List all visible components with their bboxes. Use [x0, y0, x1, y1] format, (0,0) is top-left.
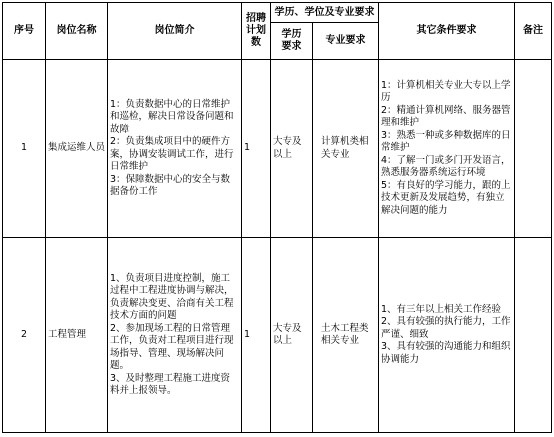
row-intro: [108, 238, 242, 433]
header-other: 其它条件要求: [379, 3, 515, 60]
row-other: [379, 60, 515, 238]
recruitment-table-container: [2, 2, 552, 433]
intro-line: 3、及时整理工程施工进度资料并上报领导。: [110, 372, 231, 396]
header-position: 岗位名称: [46, 3, 108, 60]
row-degree: 大专及以上: [271, 60, 313, 238]
header-seq: 序号: [3, 3, 46, 60]
other-line: 2、具有较强的执行能力，工作严谨、细致: [381, 316, 511, 340]
other-line: 3、具有较强的沟通能力和组织协调能力: [381, 341, 511, 365]
row-count: 1: [242, 60, 271, 238]
header-edu-group: 学历、学位及专业要求: [271, 3, 379, 23]
other-line: 5：有良好的学习能力，跟的上技术更新及发展趋势，有独立解决问题的能力: [381, 179, 511, 216]
row-count: 1: [242, 238, 271, 433]
table-row: [3, 238, 552, 433]
row-degree: 大专及以上: [271, 238, 313, 433]
row-seq: 1: [3, 60, 46, 238]
intro-line: 2、参加现场工程的日常管理工作，负责对工程项目进行现场指导、管理、现场解决问题。: [110, 322, 234, 371]
header-count: 招聘计划数: [242, 3, 271, 60]
other-line: 2：精通计算机网络、服务器管理和维护: [381, 104, 511, 129]
header-remark: 备注: [515, 3, 552, 60]
header-intro: 岗位简介: [108, 3, 242, 60]
header-degree: 学历要求: [271, 23, 313, 60]
row-remark: [515, 60, 552, 238]
intro-line: 2：负责集成项目中的硬件方案，协调安装调试工作，进行日常维护: [110, 136, 234, 172]
intro-line: 1、负责项目进度控制，施工过程中工程进度协调与解决，负责解决变更、洽商有关工程技术方面的问题: [110, 272, 234, 321]
other-line: 1、有三年以上相关工作经验: [381, 303, 502, 315]
recruitment-table: [2, 2, 552, 433]
row-other: [379, 238, 515, 433]
other-line: 1：计算机相关专业大专以上学历: [381, 79, 511, 104]
intro-line: 3：保障数据中心的安全与数据备份工作: [110, 173, 231, 197]
header-row-1: [3, 3, 552, 23]
row-seq: 2: [3, 238, 46, 433]
row-position: 集成运维人员: [46, 60, 108, 238]
row-remark: [515, 238, 552, 433]
other-line: 4：了解一门或多门开发语言，熟悉服务器系统运行环境: [381, 154, 511, 179]
table-row: [3, 60, 552, 238]
other-line: 3：熟悉一种或多种数据库的日常维护: [381, 129, 511, 154]
row-intro: [108, 60, 242, 238]
row-position: 工程管理: [46, 238, 108, 433]
row-major: 计算机类相关专业: [313, 60, 379, 238]
header-major: 专业要求: [313, 23, 379, 60]
intro-line: 1：负责数据中心的日常维护和巡检，解决日常设备问题和故障: [110, 98, 234, 135]
row-major: 土木工程类相关专业: [313, 238, 379, 433]
